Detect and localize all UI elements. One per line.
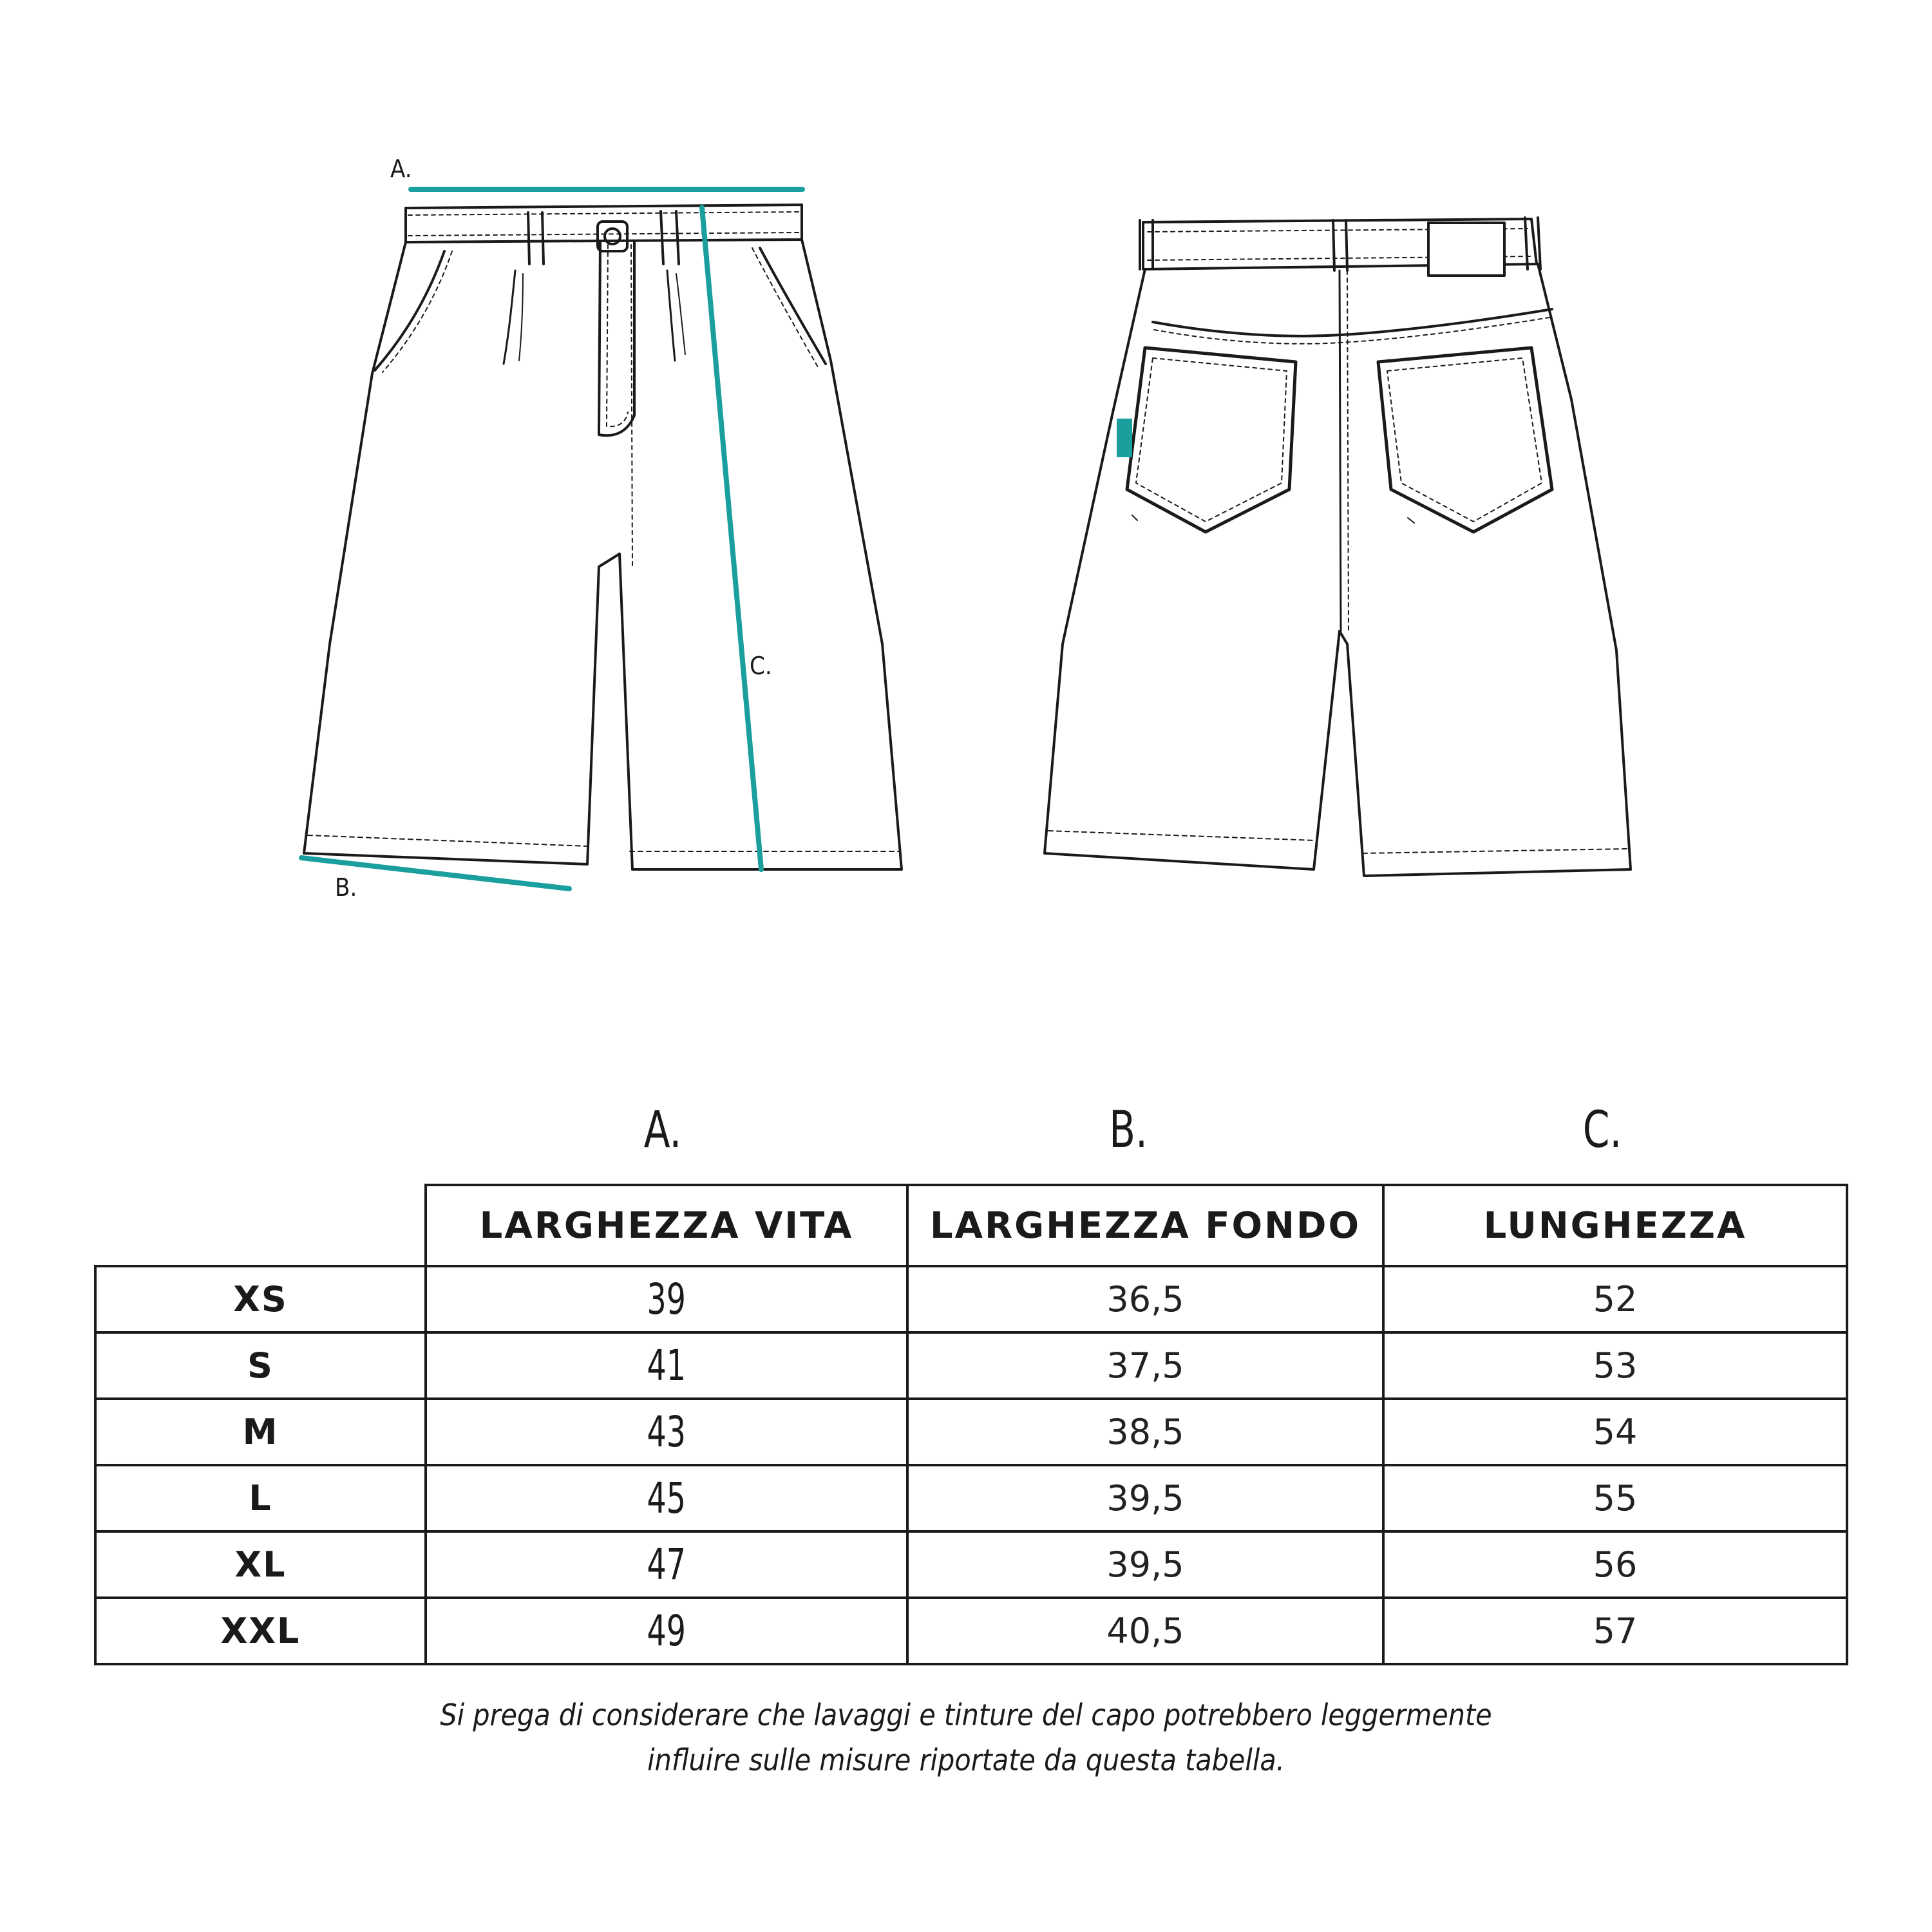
shorts-back-drawing bbox=[1045, 218, 1631, 876]
measure-label-a: A. bbox=[390, 155, 412, 183]
table-row bbox=[95, 1266, 1847, 1332]
header-larghezza-vita: LARGHEZZA VITA bbox=[426, 1185, 907, 1266]
header-larghezza-fondo: LARGHEZZA FONDO bbox=[907, 1185, 1383, 1266]
vita-value: 39 bbox=[647, 1274, 687, 1324]
measure-line-c bbox=[702, 207, 761, 869]
table-row bbox=[95, 1399, 1847, 1465]
fondo-cell: 39,5 bbox=[907, 1531, 1383, 1598]
table-row bbox=[95, 1531, 1847, 1598]
size-cell: XXL bbox=[95, 1598, 426, 1664]
header-blank-cell bbox=[95, 1185, 426, 1266]
lunghezza-cell: 52 bbox=[1383, 1266, 1847, 1332]
lunghezza-cell: 57 bbox=[1383, 1598, 1847, 1664]
vita-cell bbox=[426, 1332, 907, 1399]
vita-cell bbox=[426, 1598, 907, 1664]
care-note-line-2: influire sulle misure riportate da questa tabella. bbox=[647, 1743, 1285, 1777]
side-tag bbox=[1117, 419, 1132, 457]
vita-cell bbox=[426, 1531, 907, 1598]
table-row bbox=[95, 1332, 1847, 1399]
vita-value: 41 bbox=[647, 1341, 687, 1390]
lunghezza-cell: 54 bbox=[1383, 1399, 1847, 1465]
vita-value: 45 bbox=[647, 1473, 687, 1523]
measure-label-b: B. bbox=[335, 873, 357, 902]
size-cell: L bbox=[95, 1465, 426, 1531]
lunghezza-cell: 55 bbox=[1383, 1465, 1847, 1531]
lunghezza-cell: 53 bbox=[1383, 1332, 1847, 1399]
table-row bbox=[95, 1598, 1847, 1664]
size-table bbox=[94, 1184, 1848, 1665]
column-letter-c: C. bbox=[1582, 1101, 1622, 1159]
fondo-cell: 38,5 bbox=[907, 1399, 1383, 1465]
vita-value: 43 bbox=[647, 1407, 687, 1457]
vita-cell bbox=[426, 1465, 907, 1531]
fondo-cell: 36,5 bbox=[907, 1266, 1383, 1332]
fondo-cell: 39,5 bbox=[907, 1465, 1383, 1531]
vita-value: 47 bbox=[647, 1540, 687, 1589]
measure-label-c: C. bbox=[750, 652, 772, 680]
vita-cell bbox=[426, 1266, 907, 1332]
care-note-line-1: Si prega di considerare che lavaggi e tinture del capo potrebbero leggermente bbox=[440, 1698, 1492, 1732]
size-cell: S bbox=[95, 1332, 426, 1399]
size-cell: XS bbox=[95, 1266, 426, 1332]
column-letter-a: A. bbox=[643, 1101, 682, 1159]
measure-lines bbox=[301, 189, 802, 889]
shorts-front-drawing bbox=[304, 205, 902, 869]
size-cell: M bbox=[95, 1399, 426, 1465]
lunghezza-cell: 56 bbox=[1383, 1531, 1847, 1598]
table-row bbox=[95, 1465, 1847, 1531]
size-cell: XL bbox=[95, 1531, 426, 1598]
header-lunghezza: LUNGHEZZA bbox=[1383, 1185, 1847, 1266]
shorts-technical-drawing bbox=[0, 0, 1932, 934]
fondo-cell: 40,5 bbox=[907, 1598, 1383, 1664]
table-header-row bbox=[95, 1185, 1847, 1266]
column-letter-b: B. bbox=[1109, 1101, 1148, 1159]
care-note bbox=[386, 1692, 1546, 1783]
vita-cell bbox=[426, 1399, 907, 1465]
vita-value: 49 bbox=[647, 1606, 687, 1656]
fondo-cell: 37,5 bbox=[907, 1332, 1383, 1399]
